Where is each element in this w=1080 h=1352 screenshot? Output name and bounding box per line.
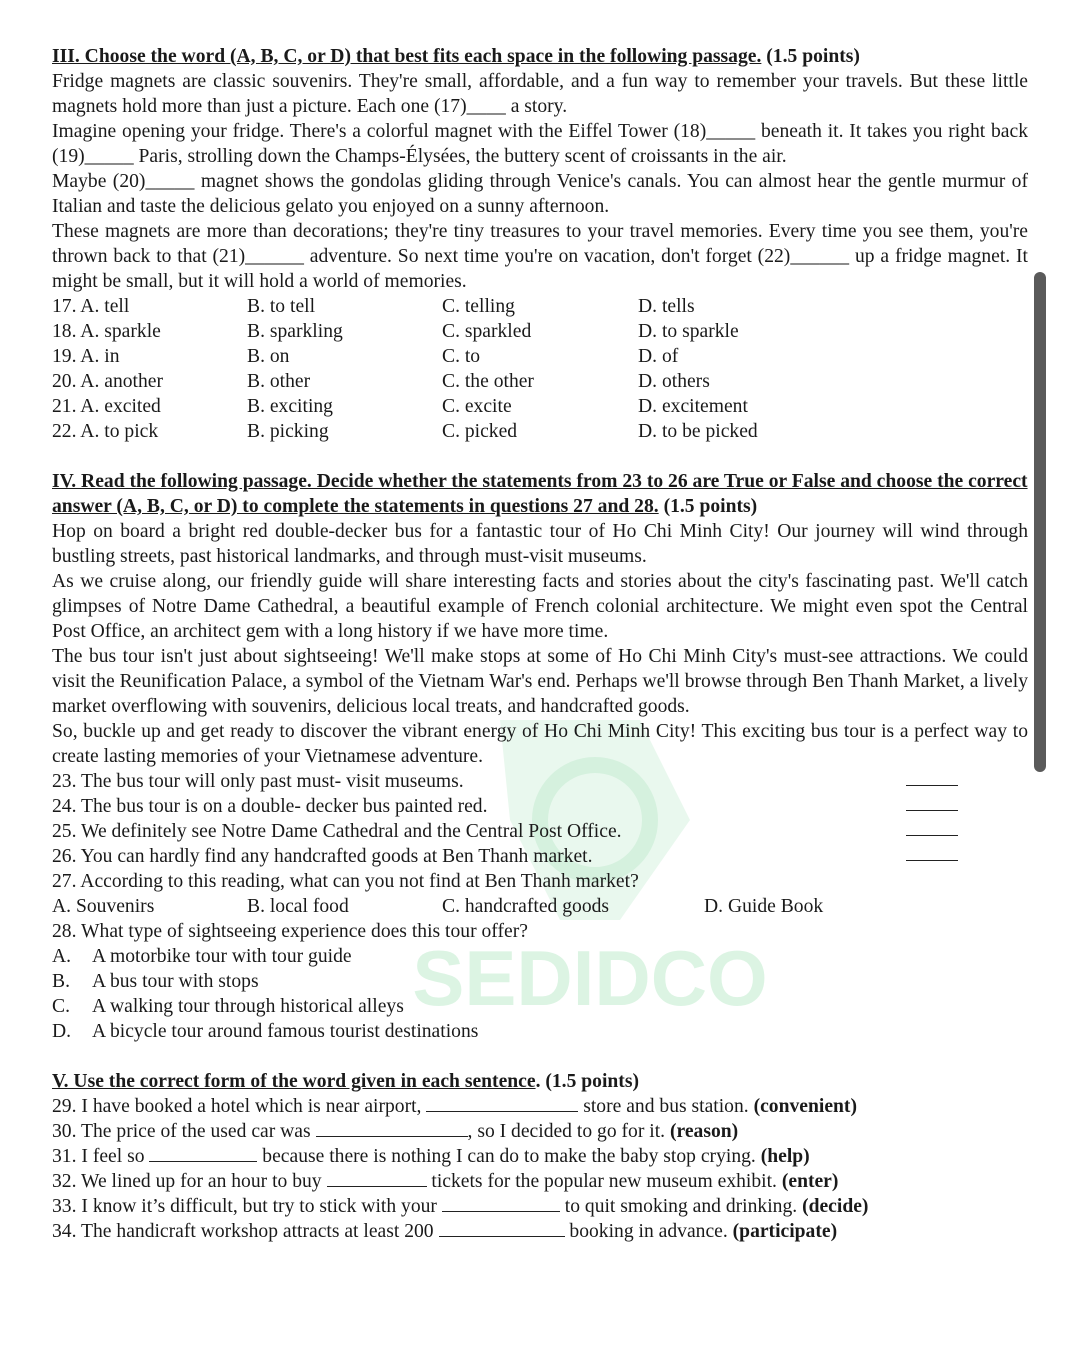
option-a: A. Souvenirs <box>52 896 155 917</box>
word-form-item-31: 31. I feel so because there is nothing I can do to make the baby stop crying. (help) <box>52 1146 810 1167</box>
section-3-paragraph: Maybe (20)_____ magnet shows the gondolas gliding through Venice's canals. You can almost hear the gentle murmur of Italian and taste the delicious gelato you enjoyed on a sunny afternoon. <box>52 171 1028 217</box>
option-text: A motorbike tour with tour guide <box>92 946 352 967</box>
tf-statement-26 <box>52 844 1028 869</box>
question-28-option-c <box>52 994 1028 1019</box>
option-a: 19. A. in <box>52 346 120 367</box>
tf-statement-25 <box>52 819 1028 844</box>
statement-text: 25. We definitely see Notre Dame Cathedral and the Central Post Office. <box>52 821 622 842</box>
answer-blank[interactable] <box>906 819 958 836</box>
option-c: C. handcrafted goods <box>442 896 610 917</box>
option-b: B. exciting <box>247 396 333 417</box>
section-4-paragraph: The bus tour isn't just about sightseeing! We'll make stops at some of Ho Chi Minh City's must-see attractions. We could visit the Reunification Palace, a symbol of the Vietnam War's end. Perhaps we'll browse through Ben Thanh Market, a lively market overflowing with souvenirs, delicious local treats, and handcrafted goods. <box>52 646 1028 717</box>
option-a: 22. A. to pick <box>52 421 159 442</box>
option-a: 18. A. sparkle <box>52 321 161 342</box>
option-b: B. other <box>247 371 311 392</box>
option-row-20 <box>52 369 1028 394</box>
option-a: 20. A. another <box>52 371 164 392</box>
section-4-paragraph: Hop on board a bright red double-decker bus for a fantastic tour of Ho Chi Minh City! Our journey will wind through bustling streets, past historical landmarks, and through must-visit museums. <box>52 521 1028 567</box>
section-3-paragraph: Imagine opening your fridge. There's a colorful magnet with the Eiffel Tower (18)_____ beneath it. It takes you right back (19)_____ Paris, strolling down the Champs-Élysées, the buttery scent of croissants in the air. <box>52 121 1028 167</box>
option-c: C. excite <box>442 396 512 417</box>
spacer <box>52 444 1028 469</box>
statement-text: 23. The bus tour will only past must- visit museums. <box>52 771 464 792</box>
section-3-options <box>52 294 1028 444</box>
section-3-paragraph: Fridge magnets are classic souvenirs. They're small, affordable, and a fun way to remember your travels. But these little magnets hold more than just a picture. Each one (17)____ a story. <box>52 71 1028 117</box>
option-b: B. picking <box>247 421 329 442</box>
question-28-option-b <box>52 969 1028 994</box>
option-letter: B. <box>52 971 70 992</box>
option-d: D. of <box>638 346 679 367</box>
option-row-18 <box>52 319 1028 344</box>
tf-statement-23 <box>52 769 1028 794</box>
option-a: 17. A. tell <box>52 296 130 317</box>
answer-blank[interactable] <box>906 844 958 861</box>
word-form-item-33: 33. I know it’s difficult, but try to stick with your to quit smoking and drinking. (decide) <box>52 1196 869 1217</box>
word-form-item-32: 32. We lined up for an hour to buy tickets for the popular new museum exhibit. (enter) <box>52 1171 839 1192</box>
answer-blank[interactable] <box>442 1194 560 1212</box>
option-row-19 <box>52 344 1028 369</box>
question-28-option-a <box>52 944 1028 969</box>
option-d: D. to sparkle <box>638 321 739 342</box>
given-word: (participate) <box>732 1221 838 1242</box>
answer-blank[interactable] <box>426 1094 578 1112</box>
option-letter: C. <box>52 996 70 1017</box>
vertical-scrollbar[interactable] <box>1034 272 1046 772</box>
option-b: B. on <box>247 346 290 367</box>
option-row-21 <box>52 394 1028 419</box>
option-d: D. to be picked <box>638 421 758 442</box>
section-5-heading: V. Use the correct form of the word given in each sentence. (1.5 points) <box>52 1071 639 1092</box>
option-row-17 <box>52 294 1028 319</box>
option-d: D. Guide Book <box>704 896 824 917</box>
option-row-22 <box>52 419 1028 444</box>
question-27-options <box>52 894 1028 919</box>
section-3-heading: III. Choose the word (A, B, C, or D) that best fits each space in the following passage. (1.5 points) <box>52 46 860 67</box>
option-d: D. tells <box>638 296 695 317</box>
answer-blank[interactable] <box>906 794 958 811</box>
given-word: (decide) <box>802 1196 869 1217</box>
option-text: A walking tour through historical alleys <box>92 996 404 1017</box>
option-a: 21. A. excited <box>52 396 161 417</box>
statement-text: 24. The bus tour is on a double- decker bus painted red. <box>52 796 488 817</box>
option-text: A bicycle tour around famous tourist destinations <box>92 1021 479 1042</box>
word-form-item-29: 29. I have booked a hotel which is near airport, store and bus station. (convenient) <box>52 1096 857 1117</box>
section-4-heading: IV. Read the following passage. Decide whether the statements from 23 to 26 are True or False and choose the correct answer (A, B, C, or D) to complete the statements in questions 27 and 28. (1.5 points) <box>52 471 1028 517</box>
option-text: A bus tour with stops <box>92 971 259 992</box>
section-4-paragraph: So, buckle up and get ready to discover the vibrant energy of Ho Chi Minh City! This exciting bus tour is a perfect way to create lasting memories of your Vietnamese adventure. <box>52 721 1028 767</box>
answer-blank[interactable] <box>906 769 958 786</box>
given-word: (reason) <box>669 1121 739 1142</box>
option-b: B. sparkling <box>247 321 343 342</box>
option-d: D. others <box>638 371 710 392</box>
given-word: (convenient) <box>753 1096 857 1117</box>
answer-blank[interactable] <box>327 1169 427 1187</box>
given-word: (help) <box>760 1146 810 1167</box>
word-form-item-34: 34. The handicraft workshop attracts at least 200 booking in advance. (participate) <box>52 1221 838 1242</box>
spacer <box>52 1044 1028 1069</box>
word-form-item-30: 30. The price of the used car was , so I decided to go for it. (reason) <box>52 1121 739 1142</box>
option-c: C. picked <box>442 421 518 442</box>
section-4-paragraph: As we cruise along, our friendly guide will share interesting facts and stories about the city's fascinating past. We'll catch glimpses of Notre Dame Cathedral, a beautiful example of French colonial architecture. We might even spot the Central Post Office, an architect gem with a long history if we have more time. <box>52 571 1028 642</box>
option-c: C. telling <box>442 296 515 317</box>
option-letter: A. <box>52 946 72 967</box>
worksheet-page <box>52 44 1028 1244</box>
watermark-text: SEDIDCO <box>412 934 768 1022</box>
question-28-option-d <box>52 1019 1028 1044</box>
statement-text: 26. You can hardly find any handcrafted goods at Ben Thanh market. <box>52 846 593 867</box>
section-3-paragraph: These magnets are more than decorations; they're tiny treasures to your travel memories. Every time you see them, you're thrown back to that (21)______ adventure. So next time you're on vacation, don't forget (22)______ up a fridge magnet. It might be small, but it will hold a world of memories. <box>52 221 1028 292</box>
tf-statement-24 <box>52 794 1028 819</box>
option-b: B. local food <box>247 896 349 917</box>
option-c: C. the other <box>442 371 534 392</box>
option-b: B. to tell <box>247 296 316 317</box>
answer-blank[interactable] <box>316 1119 468 1137</box>
question-27: 27. According to this reading, what can you not find at Ben Thanh market? <box>52 871 639 892</box>
option-c: C. sparkled <box>442 321 532 342</box>
given-word: (enter) <box>781 1171 839 1192</box>
option-letter: D. <box>52 1021 72 1042</box>
answer-blank[interactable] <box>149 1144 257 1162</box>
option-d: D. excitement <box>638 396 748 417</box>
answer-blank[interactable] <box>439 1219 565 1237</box>
question-28: 28. What type of sightseeing experience does this tour offer? <box>52 921 528 942</box>
option-c: C. to <box>442 346 481 367</box>
